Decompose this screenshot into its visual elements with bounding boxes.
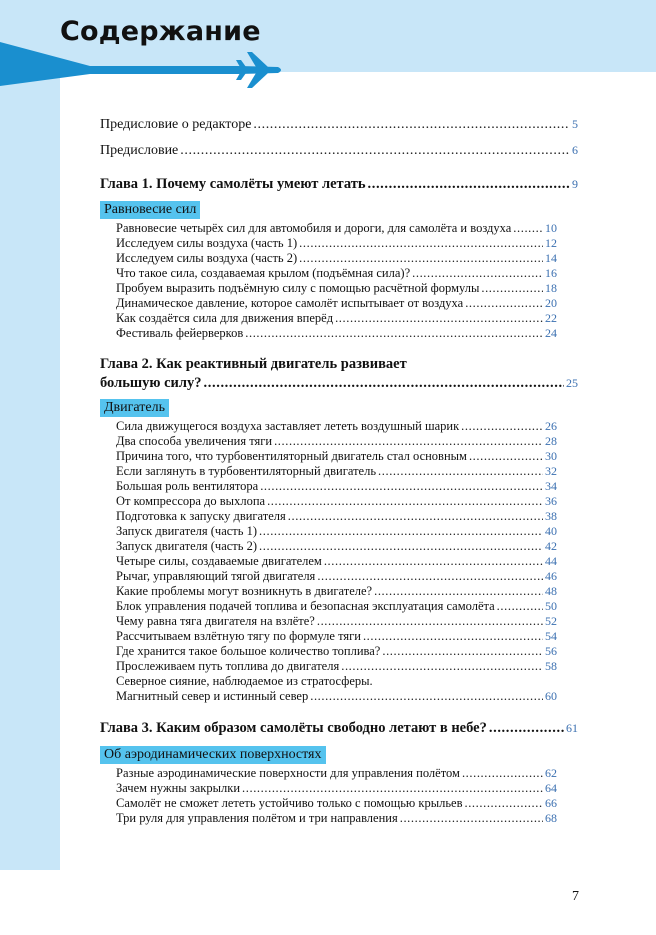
- toc-entry[interactable]: Динамическое давление, которое самолёт испытывает от воздуха ..... 20: [116, 296, 557, 311]
- toc-entry[interactable]: Как создаётся сила для движения вперёд ..... 22: [116, 311, 557, 326]
- toc-entry[interactable]: Прослеживаем путь топлива до двигателя ..... 58: [116, 659, 557, 674]
- toc-entry[interactable]: Большая роль вентилятора ..... 34: [116, 479, 557, 494]
- section-label: Равновесие сил: [100, 201, 200, 219]
- chapter-heading-continued[interactable]: большую силу? ..... 25: [100, 375, 578, 392]
- toc-entry[interactable]: Исследуем силы воздуха (часть 2) ..... 14: [116, 251, 557, 266]
- toc-entry[interactable]: Предисловие ..... 6: [100, 143, 578, 159]
- chapter-heading[interactable]: Глава 3. Каким образом самолёты свободно летают в небе? ..... 61: [100, 720, 578, 737]
- toc-entry[interactable]: Самолёт не сможет лететь устойчиво только с помощью крыльев ..... 66: [116, 796, 557, 811]
- airplane-icon: [236, 52, 281, 88]
- header-decoration: [0, 36, 290, 96]
- toc-entry[interactable]: Если заглянуть в турбовентиляторный двигатель ..... 32: [116, 464, 557, 479]
- toc-entry[interactable]: Фестиваль фейерверков ..... 24: [116, 326, 557, 341]
- toc-entry[interactable]: Четыре силы, создаваемые двигателем ..... 44: [116, 554, 557, 569]
- page-title: Содержание: [60, 16, 261, 47]
- toc-entry[interactable]: От компрессора до выхлопа ..... 36: [116, 494, 557, 509]
- toc-entry[interactable]: Причина того, что турбовентиляторный двигатель стал основным ..... 30: [116, 449, 557, 464]
- toc-entry[interactable]: Разные аэродинамические поверхности для управления полётом ..... 62: [116, 766, 557, 781]
- toc-entry[interactable]: Исследуем силы воздуха (часть 1) ..... 12: [116, 236, 557, 251]
- toc-entry[interactable]: Зачем нужны закрылки ..... 64: [116, 781, 557, 796]
- toc-entry[interactable]: Запуск двигателя (часть 2) ..... 42: [116, 539, 557, 554]
- toc-entry[interactable]: Пробуем выразить подъёмную силу с помощью расчётной формулы ..... 18: [116, 281, 557, 296]
- toc-entry[interactable]: Рассчитываем взлётную тягу по формуле тяги ..... 54: [116, 629, 557, 644]
- toc-entry[interactable]: Где хранится такое большое количество топлива? ..... 56: [116, 644, 557, 659]
- toc-entry[interactable]: Подготовка к запуску двигателя ..... 38: [116, 509, 557, 524]
- chapter-heading[interactable]: Глава 1. Почему самолёты умеют летать ..... 9: [100, 176, 578, 193]
- toc-entry-plain[interactable]: Северное сияние, наблюдаемое из стратосферы.: [116, 674, 373, 688]
- toc-entry[interactable]: Магнитный север и истинный север ..... 60: [116, 689, 557, 704]
- page-number: 7: [572, 889, 579, 904]
- toc-entry[interactable]: Рычаг, управляющий тягой двигателя ..... 46: [116, 569, 557, 584]
- toc-entry[interactable]: Чему равна тяга двигателя на взлёте? ..... 52: [116, 614, 557, 629]
- toc-entry[interactable]: Запуск двигателя (часть 1) ..... 40: [116, 524, 557, 539]
- section-label: Об аэродинамических поверхностях: [100, 746, 326, 764]
- toc-entry[interactable]: Три руля для управления полётом и три направления ..... 68: [116, 811, 557, 826]
- toc-entry[interactable]: Два способа увеличения тяги ..... 28: [116, 434, 557, 449]
- toc-entry[interactable]: Какие проблемы могут возникнуть в двигателе? ..... 48: [116, 584, 557, 599]
- toc-entry[interactable]: Сила движущегося воздуха заставляет лететь воздушный шарик ..... 26: [116, 419, 557, 434]
- chapter-heading[interactable]: Глава 2. Как реактивный двигатель развивает: [100, 356, 407, 372]
- toc-entry[interactable]: Равновесие четырёх сил для автомобиля и дороги, для самолёта и воздуха ..... 10: [116, 221, 557, 236]
- toc-entry[interactable]: Блок управления подачей топлива и безопасная эксплуатация самолёта ..... 50: [116, 599, 557, 614]
- toc-entry[interactable]: Предисловие о редакторе ..... 5: [100, 117, 578, 133]
- toc-entry[interactable]: Что такое сила, создаваемая крылом (подъёмная сила)? ..... 16: [116, 266, 557, 281]
- section-label: Двигатель: [100, 399, 169, 417]
